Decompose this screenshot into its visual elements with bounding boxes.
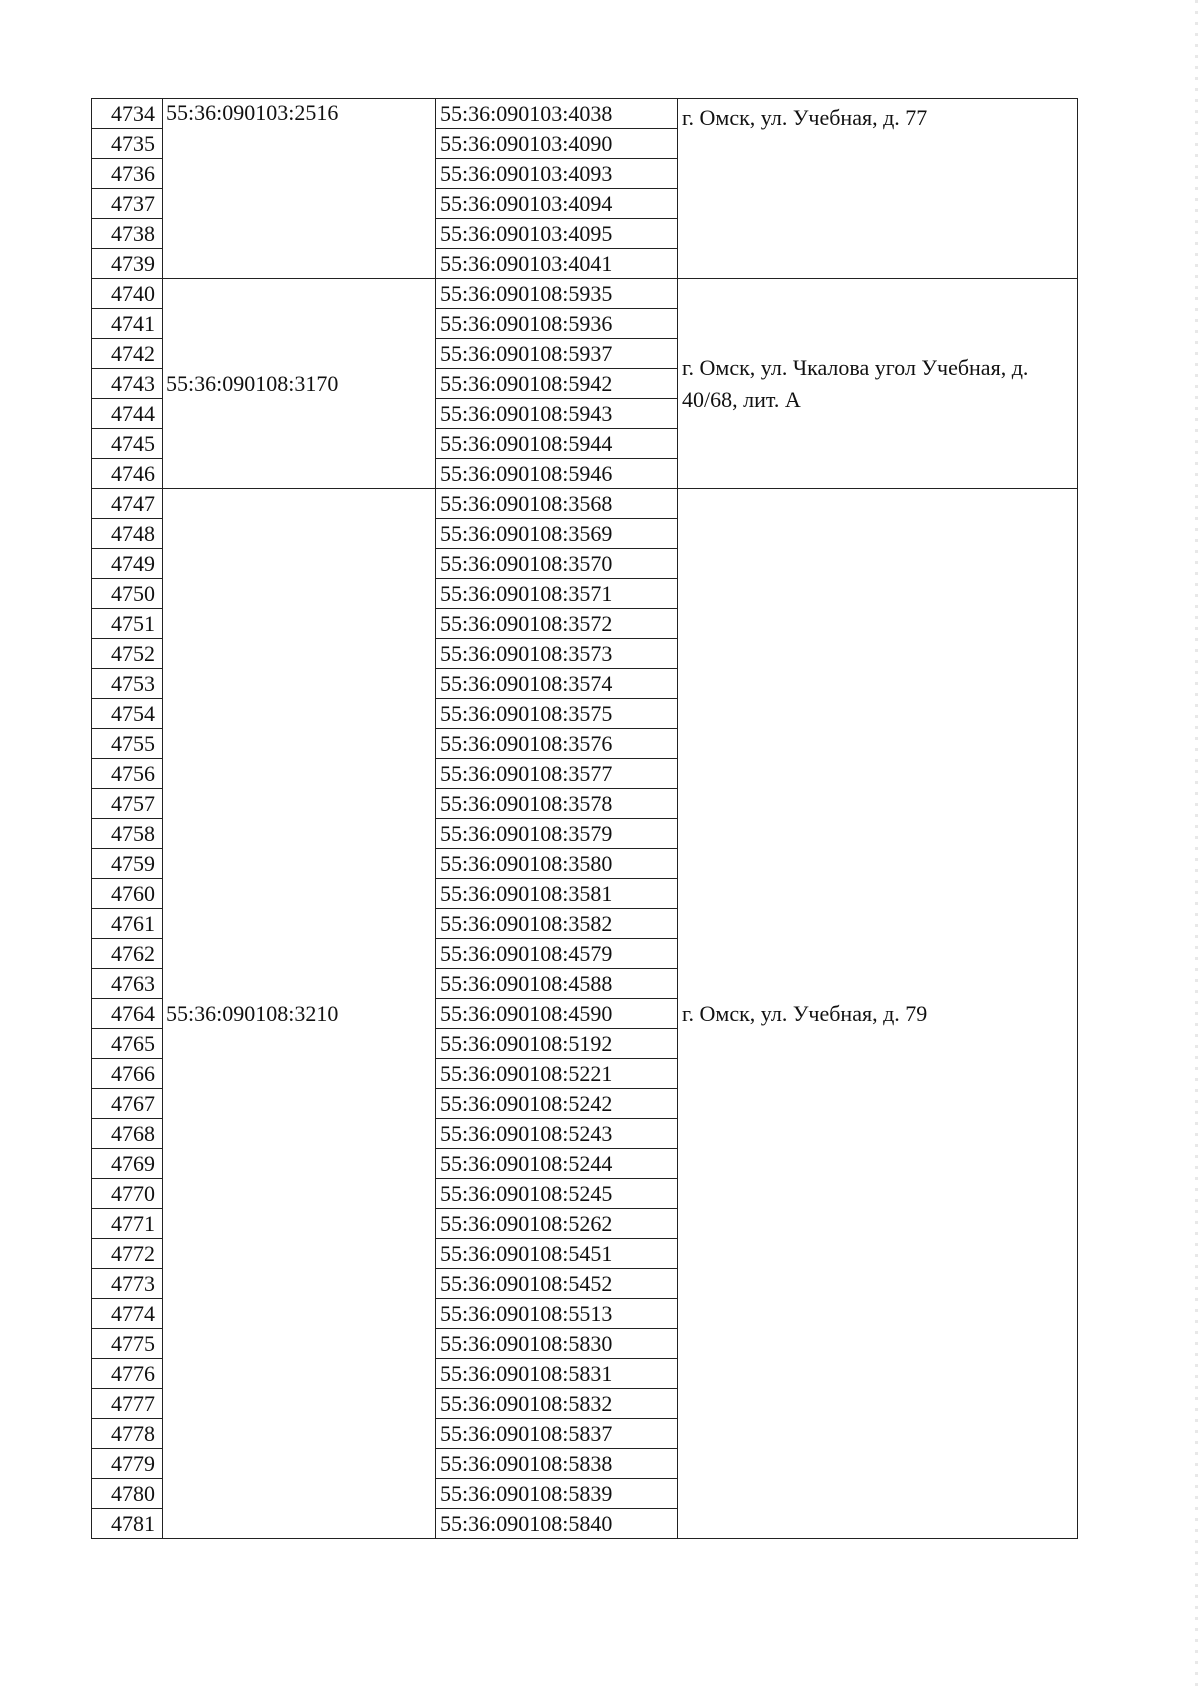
row-number-cell: 4768 (92, 1119, 163, 1149)
object-cadastral-number-cell: 55:36:090103:4090 (436, 129, 678, 159)
land-parcel-cadastral-number: 55:36:090108:3170 (163, 279, 436, 489)
object-cadastral-number-cell: 55:36:090108:3569 (436, 519, 678, 549)
object-cadastral-number-cell: 55:36:090108:5832 (436, 1389, 678, 1419)
row-number-cell: 4744 (92, 399, 163, 429)
object-cadastral-number-cell: 55:36:090103:4041 (436, 249, 678, 279)
row-number-cell: 4755 (92, 729, 163, 759)
row-number-cell: 4743 (92, 369, 163, 399)
row-number-cell: 4772 (92, 1239, 163, 1269)
row-number-cell: 4741 (92, 309, 163, 339)
object-cadastral-number-cell: 55:36:090108:4588 (436, 969, 678, 999)
object-cadastral-number-cell: 55:36:090108:3576 (436, 729, 678, 759)
object-cadastral-number-cell: 55:36:090103:4095 (436, 219, 678, 249)
object-cadastral-number-cell: 55:36:090108:4579 (436, 939, 678, 969)
row-number-cell: 4735 (92, 129, 163, 159)
row-number-cell: 4760 (92, 879, 163, 909)
row-number-cell: 4737 (92, 189, 163, 219)
object-cadastral-number-cell: 55:36:090108:5936 (436, 309, 678, 339)
address-cell: г. Омск, ул. Чкалова угол Учебная, д. 40/68, лит. А (678, 279, 1078, 489)
object-cadastral-number-cell: 55:36:090108:3581 (436, 879, 678, 909)
object-cadastral-number-cell: 55:36:090108:5262 (436, 1209, 678, 1239)
object-cadastral-number-cell: 55:36:090108:3580 (436, 849, 678, 879)
object-cadastral-number-cell: 55:36:090108:5243 (436, 1119, 678, 1149)
table-row (92, 489, 1078, 519)
object-cadastral-number-cell: 55:36:090108:3568 (436, 489, 678, 519)
row-number-cell: 4780 (92, 1479, 163, 1509)
row-number-cell: 4745 (92, 429, 163, 459)
row-number-cell: 4781 (92, 1509, 163, 1539)
row-number-cell: 4775 (92, 1329, 163, 1359)
row-number-cell: 4746 (92, 459, 163, 489)
row-number-cell: 4759 (92, 849, 163, 879)
object-cadastral-number-cell: 55:36:090108:5935 (436, 279, 678, 309)
row-number-cell: 4747 (92, 489, 163, 519)
object-cadastral-number-cell: 55:36:090103:4038 (436, 99, 678, 129)
object-cadastral-number-cell: 55:36:090108:5840 (436, 1509, 678, 1539)
object-cadastral-number-cell: 55:36:090108:3570 (436, 549, 678, 579)
land-parcel-cadastral-number: 55:36:090108:3210 (163, 489, 436, 1539)
row-number-cell: 4776 (92, 1359, 163, 1389)
object-cadastral-number-cell: 55:36:090108:5838 (436, 1449, 678, 1479)
object-cadastral-number-cell: 55:36:090108:5839 (436, 1479, 678, 1509)
object-cadastral-number-cell: 55:36:090108:5451 (436, 1239, 678, 1269)
object-cadastral-number-cell: 55:36:090108:5192 (436, 1029, 678, 1059)
row-number-cell: 4762 (92, 939, 163, 969)
row-number-cell: 4748 (92, 519, 163, 549)
object-cadastral-number-cell: 55:36:090108:5943 (436, 399, 678, 429)
row-number-cell: 4765 (92, 1029, 163, 1059)
row-number-cell: 4738 (92, 219, 163, 249)
object-cadastral-number-cell: 55:36:090108:3573 (436, 639, 678, 669)
row-number-cell: 4779 (92, 1449, 163, 1479)
row-number-cell: 4749 (92, 549, 163, 579)
object-cadastral-number-cell: 55:36:090108:5244 (436, 1149, 678, 1179)
row-number-cell: 4761 (92, 909, 163, 939)
row-number-cell: 4763 (92, 969, 163, 999)
parcel-objects-table (91, 98, 1078, 1539)
table-row (92, 99, 1078, 129)
row-number-cell: 4767 (92, 1089, 163, 1119)
row-number-cell: 4756 (92, 759, 163, 789)
row-number-cell: 4736 (92, 159, 163, 189)
object-cadastral-number-cell: 55:36:090108:5452 (436, 1269, 678, 1299)
object-cadastral-number-cell: 55:36:090103:4093 (436, 159, 678, 189)
object-cadastral-number-cell: 55:36:090108:3574 (436, 669, 678, 699)
address-cell: г. Омск, ул. Учебная, д. 77 (678, 99, 1078, 279)
object-cadastral-number-cell: 55:36:090108:5513 (436, 1299, 678, 1329)
row-number-cell: 4774 (92, 1299, 163, 1329)
object-cadastral-number-cell: 55:36:090108:4590 (436, 999, 678, 1029)
object-cadastral-number-cell: 55:36:090108:5946 (436, 459, 678, 489)
row-number-cell: 4769 (92, 1149, 163, 1179)
row-number-cell: 4750 (92, 579, 163, 609)
row-number-cell: 4764 (92, 999, 163, 1029)
object-cadastral-number-cell: 55:36:090108:3578 (436, 789, 678, 819)
object-cadastral-number-cell: 55:36:090108:5944 (436, 429, 678, 459)
row-number-cell: 4752 (92, 639, 163, 669)
object-cadastral-number-cell: 55:36:090108:3575 (436, 699, 678, 729)
row-number-cell: 4751 (92, 609, 163, 639)
row-number-cell: 4770 (92, 1179, 163, 1209)
table-body (92, 99, 1078, 1539)
object-cadastral-number-cell: 55:36:090108:5942 (436, 369, 678, 399)
row-number-cell: 4778 (92, 1419, 163, 1449)
object-cadastral-number-cell: 55:36:090108:3572 (436, 609, 678, 639)
row-number-cell: 4742 (92, 339, 163, 369)
row-number-cell: 4757 (92, 789, 163, 819)
object-cadastral-number-cell: 55:36:090108:3571 (436, 579, 678, 609)
object-cadastral-number-cell: 55:36:090108:3577 (436, 759, 678, 789)
row-number-cell: 4754 (92, 699, 163, 729)
row-number-cell: 4734 (92, 99, 163, 129)
row-number-cell: 4740 (92, 279, 163, 309)
object-cadastral-number-cell: 55:36:090108:5245 (436, 1179, 678, 1209)
object-cadastral-number-cell: 55:36:090108:5242 (436, 1089, 678, 1119)
row-number-cell: 4739 (92, 249, 163, 279)
object-cadastral-number-cell: 55:36:090103:4094 (436, 189, 678, 219)
object-cadastral-number-cell: 55:36:090108:5831 (436, 1359, 678, 1389)
scan-edge-noise (1195, 0, 1198, 1686)
object-cadastral-number-cell: 55:36:090108:3582 (436, 909, 678, 939)
object-cadastral-number-cell: 55:36:090108:5937 (436, 339, 678, 369)
object-cadastral-number-cell: 55:36:090108:5830 (436, 1329, 678, 1359)
table-row (92, 279, 1078, 309)
row-number-cell: 4777 (92, 1389, 163, 1419)
object-cadastral-number-cell: 55:36:090108:5221 (436, 1059, 678, 1089)
object-cadastral-number-cell: 55:36:090108:5837 (436, 1419, 678, 1449)
row-number-cell: 4766 (92, 1059, 163, 1089)
row-number-cell: 4758 (92, 819, 163, 849)
row-number-cell: 4771 (92, 1209, 163, 1239)
address-cell: г. Омск, ул. Учебная, д. 79 (678, 489, 1078, 1539)
row-number-cell: 4753 (92, 669, 163, 699)
object-cadastral-number-cell: 55:36:090108:3579 (436, 819, 678, 849)
row-number-cell: 4773 (92, 1269, 163, 1299)
land-parcel-cadastral-number: 55:36:090103:2516 (163, 99, 436, 279)
